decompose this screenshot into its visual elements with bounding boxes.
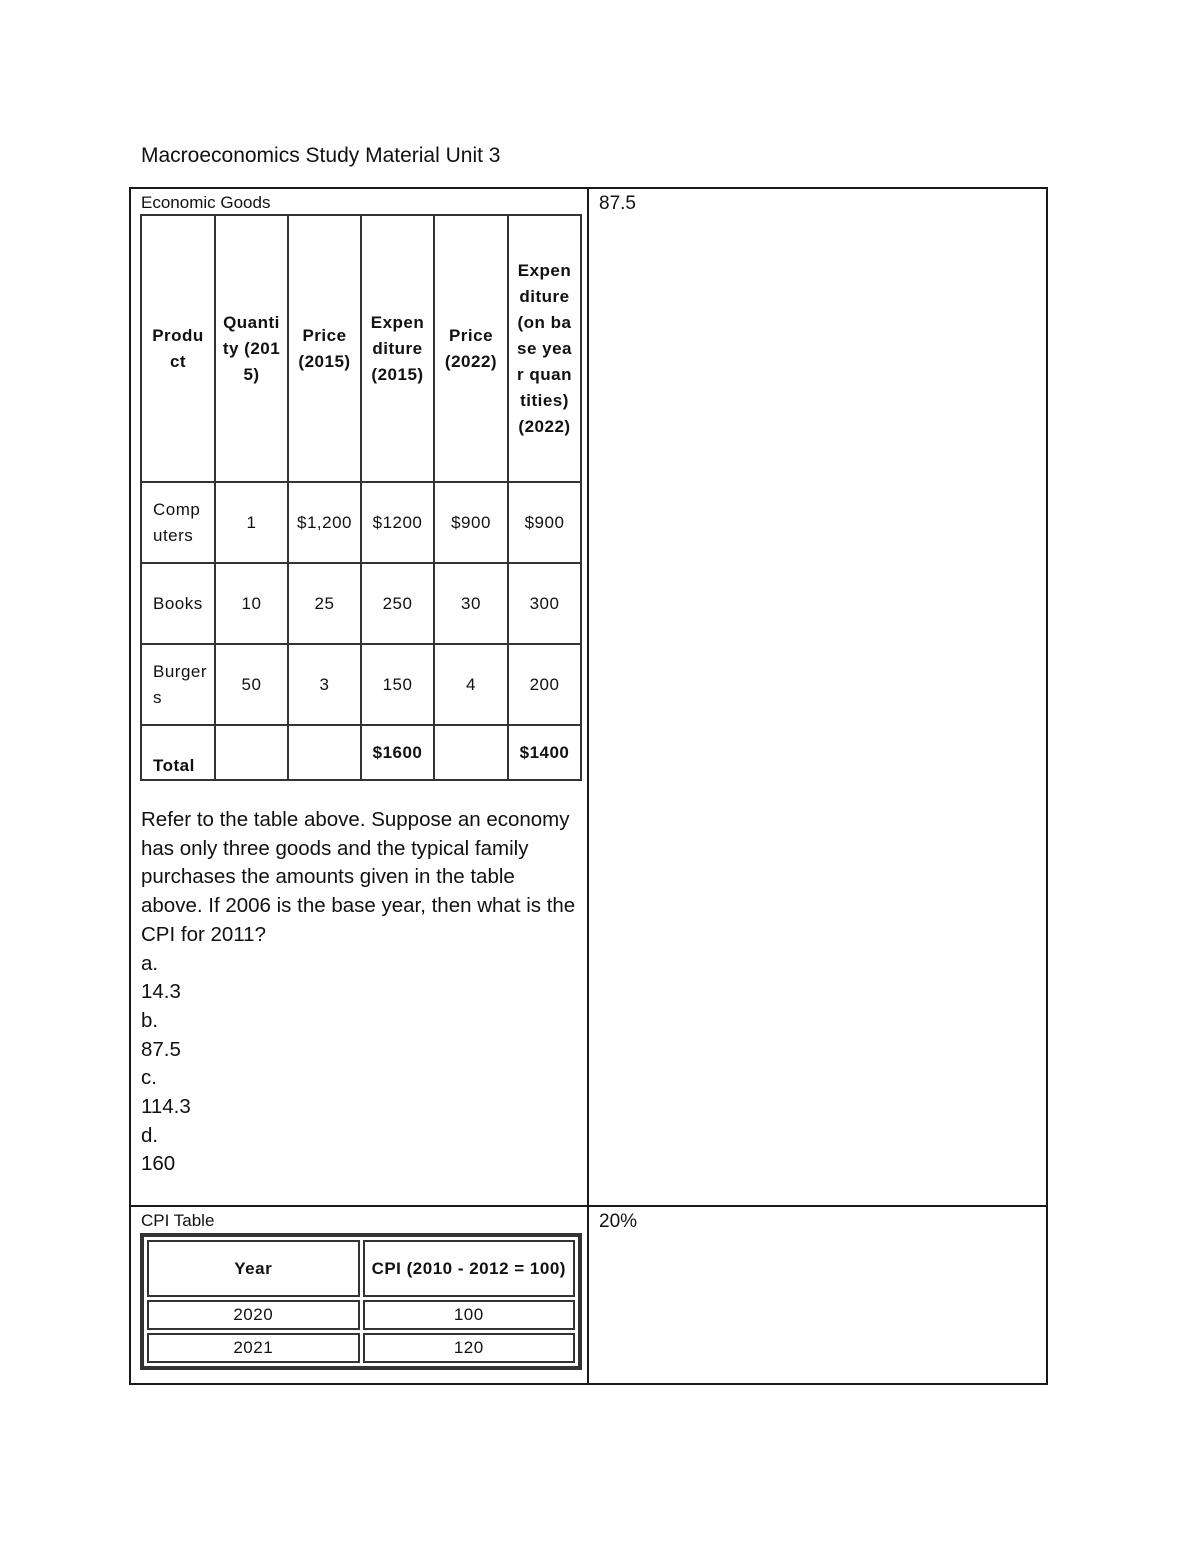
header-quantity-2015: Quantity (2015) [215, 215, 288, 482]
economic-goods-table [140, 214, 582, 781]
cell-price-2022: 30 [434, 563, 508, 644]
cpi-cell-year: 2021 [147, 1333, 360, 1363]
option-d-value: 160 [141, 1152, 176, 1176]
table-header-row [141, 215, 581, 482]
cell-expenditure-2022: 300 [508, 563, 581, 644]
cell-expenditure-2022: $900 [508, 482, 581, 563]
header-price-2022: Price (2022) [434, 215, 508, 482]
cell-total-label: Total [141, 725, 215, 780]
cell-total-expenditure-2022: $1400 [508, 725, 581, 780]
question-block [141, 806, 581, 1179]
cpi-cell-year: 2020 [147, 1300, 360, 1330]
header-expenditure-2015: Expenditure (2015) [361, 215, 434, 482]
row-divider [129, 1205, 1048, 1207]
table-row [141, 563, 581, 644]
cell-price-2022: 4 [434, 644, 508, 725]
cell-total-expenditure-2015: $1600 [361, 725, 434, 780]
cpi-table [140, 1233, 582, 1370]
cell-product: Computers [141, 482, 215, 563]
table-row [147, 1333, 575, 1363]
header-product: Product [141, 215, 215, 482]
cpi-table-label: CPI Table [141, 1211, 215, 1230]
cpi-cell-value: 120 [363, 1333, 576, 1363]
cell-total-price-2022 [434, 725, 508, 780]
economic-goods-answer: 87.5 [599, 193, 636, 214]
option-c-value: 114.3 [141, 1095, 191, 1119]
cpi-header-value: CPI (2010 - 2012 = 100) [363, 1240, 576, 1297]
header-price-2015: Price (2015) [288, 215, 361, 482]
cell-total-quantity [215, 725, 288, 780]
cell-expenditure-2015: 150 [361, 644, 434, 725]
cell-expenditure-2015: $1200 [361, 482, 434, 563]
cell-expenditure-2015: 250 [361, 563, 434, 644]
option-a-letter: a. [141, 951, 159, 975]
cell-quantity: 10 [215, 563, 288, 644]
cell-price-2015: $1,200 [288, 482, 361, 563]
cell-product: Burgers [141, 644, 215, 725]
cpi-cell-value: 100 [363, 1300, 576, 1330]
cell-price-2022: $900 [434, 482, 508, 563]
cpi-header-row [147, 1240, 575, 1297]
table-row [141, 482, 581, 563]
header-expenditure-2022: Expenditure (on base year quantities) (2022) [508, 215, 581, 482]
cell-quantity: 1 [215, 482, 288, 563]
cell-price-2015: 25 [288, 563, 361, 644]
option-b-letter: b. [141, 1008, 159, 1032]
cell-price-2015: 3 [288, 644, 361, 725]
option-a-value: 14.3 [141, 980, 181, 1004]
cell-product: Books [141, 563, 215, 644]
option-b-value: 87.5 [141, 1037, 181, 1061]
table-row [141, 644, 581, 725]
option-c-letter: c. [141, 1066, 157, 1090]
cell-total-price-2015 [288, 725, 361, 780]
question-text: Refer to the table above. Suppose an economy has only three goods and the typical family purchases the amounts given in the table above. If 2006 is the base year, then what is the CPI for 2011? [141, 808, 576, 946]
cpi-header-year: Year [147, 1240, 360, 1297]
cpi-answer: 20% [599, 1211, 638, 1232]
cell-expenditure-2022: 200 [508, 644, 581, 725]
table-total-row [141, 725, 581, 780]
table-row [147, 1300, 575, 1330]
economic-goods-label: Economic Goods [141, 193, 271, 212]
cell-quantity: 50 [215, 644, 288, 725]
page-title: Macroeconomics Study Material Unit 3 [141, 144, 501, 167]
option-d-letter: d. [141, 1123, 159, 1147]
